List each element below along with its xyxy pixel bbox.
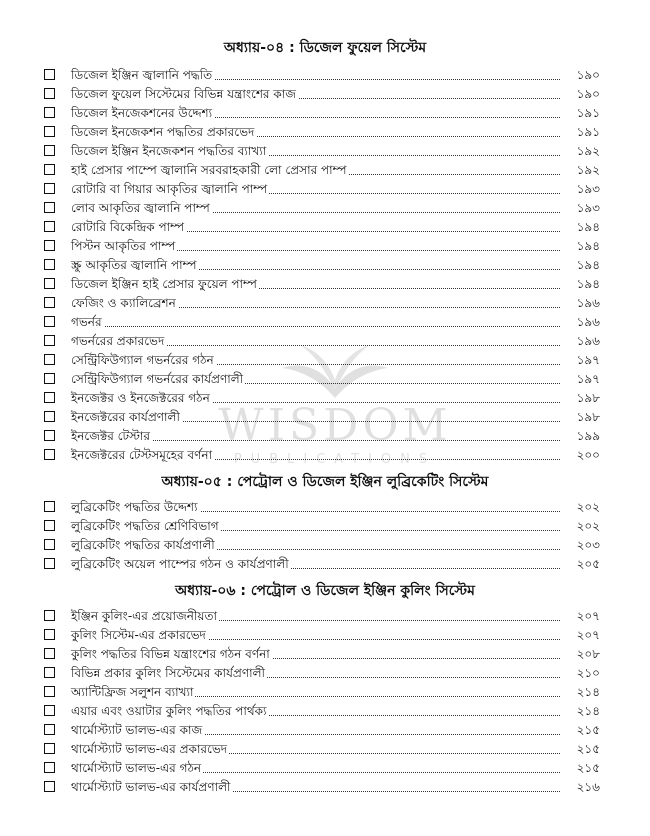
toc-label: থার্মোস্ট্যাট ভালভ-এর কাজ: [71, 721, 204, 740]
toc-page-number: ২০২: [576, 519, 600, 533]
toc-label: বিভিন্ন প্রকার কুলিং সিস্টেমের কার্যপ্রণালী: [71, 664, 267, 683]
toc-page-number: ১৯৪: [576, 239, 600, 253]
toc-label: ডিজেল ফুয়েল সিস্টেমের বিভিন্ন যন্ত্রাংশের কাজ: [71, 85, 298, 104]
toc-page-number: ১৯১: [576, 106, 600, 120]
toc-label: ডিজেল ইঞ্জিন জ্বালানি পদ্ধতি: [71, 66, 214, 85]
toc-row: [44, 626, 600, 645]
toc-row: [44, 370, 600, 389]
toc-page-number: ১৯০: [576, 87, 600, 101]
toc-label: ফেজিং ও ক্যালিব্রেশন: [71, 294, 178, 313]
toc-label: রোটারি বিকেন্দ্রিক পাম্প: [71, 218, 186, 237]
checkbox-icon: [44, 501, 55, 512]
toc-row: [44, 180, 600, 199]
toc-page-number: ১৯৬: [576, 296, 600, 310]
checkbox-icon: [44, 648, 55, 659]
toc-row: [44, 607, 600, 626]
checkbox-icon: [44, 762, 55, 773]
toc-row: [44, 237, 600, 256]
checkbox-icon: [44, 558, 55, 569]
checkbox-icon: [44, 240, 55, 251]
toc-row: [44, 142, 600, 161]
toc-row: [44, 645, 600, 664]
toc-page-number: ১৯৮: [576, 391, 600, 405]
chapter-title: অধ্যায়-০৪ : ডিজেল ফুয়েল সিস্টেম: [223, 40, 427, 56]
toc-row: [44, 275, 600, 294]
toc-label: ইনজেক্টরের কার্যপ্রণালী: [71, 408, 182, 427]
toc-label: লুব্রিকেটিং পদ্ধতির শ্রেণিবিভাগ: [71, 517, 221, 536]
checkbox-icon: [44, 88, 55, 99]
toc-label: ইনজেক্টরের টেস্টসমূহের বর্ণনা: [71, 446, 214, 465]
toc-row: [44, 759, 600, 778]
toc-page-number: ২০৭: [576, 609, 600, 623]
toc-page-number: ২১৫: [576, 742, 600, 756]
toc-label: পিস্টন আকৃতির পাম্প: [71, 237, 177, 256]
toc-page-number: ২০৩: [576, 538, 600, 552]
toc-label: রোটারি বা গিয়ার আকৃতির জ্বালানি পাম্প: [71, 180, 269, 199]
toc-label: কুলিং সিস্টেম-এর প্রকারভেদ: [71, 626, 208, 645]
toc-row: [44, 702, 600, 721]
checkbox-icon: [44, 392, 55, 403]
toc-page-number: ২০৮: [576, 647, 600, 661]
checkbox-icon: [44, 781, 55, 792]
chapter-title: অধ্যায়-০৬ : পেট্রোল ও ডিজেল ইঞ্জিন কুলিং সিস্টেম: [175, 583, 475, 599]
checkbox-icon: [44, 316, 55, 327]
checkbox-icon: [44, 539, 55, 550]
checkbox-icon: [44, 520, 55, 531]
toc-page-number: ১৯৬: [576, 334, 600, 348]
checkbox-icon: [44, 221, 55, 232]
checkbox-icon: [44, 686, 55, 697]
toc-label: এয়ার এবং ওয়াটার কুলিং পদ্ধতির পার্থক্য: [71, 702, 269, 721]
toc-label: থার্মোস্ট্যাট ভালভ-এর প্রকারভেদ: [71, 740, 229, 759]
toc-page-number: ১৯২: [576, 163, 600, 177]
toc-row: [44, 498, 600, 517]
toc-label: ইঞ্জিন কুলিং-এর প্রয়োজনীয়তা: [71, 607, 219, 626]
toc-label: গভর্নরের প্রকারভেদ: [71, 332, 166, 351]
toc-label: লুব্রিকেটিং অয়েল পাম্পের গঠন ও কার্যপ্রণালী: [71, 555, 291, 574]
toc-page-number: ২১৪: [576, 704, 600, 718]
toc-page-number: ১৯০: [576, 68, 600, 82]
toc-page-number: ১৯৩: [576, 201, 600, 215]
checkbox-icon: [44, 183, 55, 194]
toc-row: [44, 161, 600, 180]
toc-page-number: ২১৪: [576, 685, 600, 699]
checkbox-icon: [44, 629, 55, 640]
toc-label: গভর্নর: [71, 313, 104, 332]
watermark-word: WISDOM: [218, 400, 452, 451]
checkbox-icon: [44, 278, 55, 289]
toc-page-number: ২১৫: [576, 761, 600, 775]
checkbox-icon: [44, 335, 55, 346]
chapter-title: অধ্যায়-০৫ : পেট্রোল ও ডিজেল ইঞ্জিন লুব্রিকেটিং সিস্টেম: [161, 474, 489, 490]
toc-row: [44, 294, 600, 313]
toc-page-number: ১৯৬: [576, 315, 600, 329]
toc-page-number: ২০৫: [576, 557, 600, 571]
toc-row: [44, 351, 600, 370]
toc-row: [44, 66, 600, 85]
toc-page-number: ২১৬: [576, 780, 600, 794]
toc-page-number: ১৯৮: [576, 410, 600, 424]
toc-label: স্ক্রু আকৃতির জ্বালানি পাম্প: [71, 256, 198, 275]
toc-row: [44, 408, 600, 427]
toc-label: লোব আকৃতির জ্বালানি পাম্প: [71, 199, 212, 218]
toc-label: ডিজেল ইঞ্জিন ইনজেকশন পদ্ধতির ব্যাখ্যা: [71, 142, 268, 161]
toc-row: [44, 218, 600, 237]
watermark-subtitle: PUBLICATIONS: [233, 452, 437, 467]
toc-label: থার্মোস্ট্যাট ভালভ-এর কার্যপ্রণালী: [71, 778, 232, 797]
toc-row: [44, 446, 600, 465]
checkbox-icon: [44, 107, 55, 118]
checkbox-icon: [44, 724, 55, 735]
toc-label: লুব্রিকেটিং পদ্ধতির কার্যপ্রণালী: [71, 536, 217, 555]
checkbox-icon: [44, 297, 55, 308]
checkbox-icon: [44, 430, 55, 441]
checkbox-icon: [44, 743, 55, 754]
toc-row: [44, 332, 600, 351]
toc-label: সেন্ট্রিফিউগ্যাল গভর্নরের কার্যপ্রণালী: [71, 370, 245, 389]
checkbox-icon: [44, 705, 55, 716]
toc-page-number: ১৯৩: [576, 182, 600, 196]
toc-label: ইনজেক্টর টেস্টার: [71, 427, 152, 446]
toc-label: অ্যান্টিফ্রিজ সলুশন ব্যাখ্যা: [71, 683, 195, 702]
leader-dots: [71, 326, 560, 327]
toc-page-number: ২০৭: [576, 628, 600, 642]
toc-label: ডিজেল ইঞ্জিন হাই প্রেসার ফুয়েল পাম্প: [71, 275, 259, 294]
checkbox-icon: [44, 164, 55, 175]
toc-page-number: ১৯৪: [576, 277, 600, 291]
toc-row: [44, 778, 600, 797]
toc-page-number: ১৯৭: [576, 353, 600, 367]
toc-row: [44, 517, 600, 536]
toc-label: কুলিং পদ্ধতির বিভিন্ন যন্ত্রাংশের গঠন বর্ণনা: [71, 645, 272, 664]
checkbox-icon: [44, 69, 55, 80]
toc-row: [44, 536, 600, 555]
toc-page-number: ১৯১: [576, 125, 600, 139]
toc-page-number: ২১০: [576, 666, 600, 680]
toc-page-number: ১৯২: [576, 144, 600, 158]
toc-row: [44, 389, 600, 408]
toc-row: [44, 721, 600, 740]
checkbox-icon: [44, 145, 55, 156]
toc-row: [44, 85, 600, 104]
toc-row: [44, 555, 600, 574]
checkbox-icon: [44, 411, 55, 422]
toc-label: সেন্ট্রিফিউগ্যাল গভর্নরের গঠন: [71, 351, 216, 370]
toc-page-number: ২০০: [576, 448, 600, 462]
toc-row: [44, 740, 600, 759]
toc-row: [44, 664, 600, 683]
toc-row: [44, 683, 600, 702]
checkbox-icon: [44, 667, 55, 678]
toc-page-number: ১৯৭: [576, 372, 600, 386]
checkbox-icon: [44, 126, 55, 137]
toc-label: ডিজেল ইনজেকশন পদ্ধতির প্রকারভেদ: [71, 123, 256, 142]
toc-row: [44, 427, 600, 446]
toc-page-number: ১৯৯: [576, 429, 600, 443]
checkbox-icon: [44, 610, 55, 621]
checkbox-icon: [44, 354, 55, 365]
checkbox-icon: [44, 373, 55, 384]
toc-page-number: ২০২: [576, 500, 600, 514]
checkbox-icon: [44, 202, 55, 213]
checkbox-icon: [44, 449, 55, 460]
toc-label: হাই প্রেসার পাম্পে জ্বালানি সরবরাহকারী লো প্রেসার পাম্প: [71, 161, 349, 180]
toc-label: লুব্রিকেটিং পদ্ধতির উদ্দেশ্য: [71, 498, 200, 517]
toc-row: [44, 123, 600, 142]
toc-label: ডিজেল ইনজেকশনের উদ্দেশ্য: [71, 104, 214, 123]
toc-label: থার্মোস্ট্যাট ভালভ-এর গঠন: [71, 759, 203, 778]
toc-row: [44, 199, 600, 218]
checkbox-icon: [44, 259, 55, 270]
toc-row: [44, 313, 600, 332]
toc-page-number: ২১৫: [576, 723, 600, 737]
toc-row: [44, 104, 600, 123]
toc-page-number: ১৯৪: [576, 220, 600, 234]
toc-row: [44, 256, 600, 275]
toc-label: ইনজেক্টর ও ইনজেক্টরের গঠন: [71, 389, 212, 408]
toc-page-number: ১৯৪: [576, 258, 600, 272]
